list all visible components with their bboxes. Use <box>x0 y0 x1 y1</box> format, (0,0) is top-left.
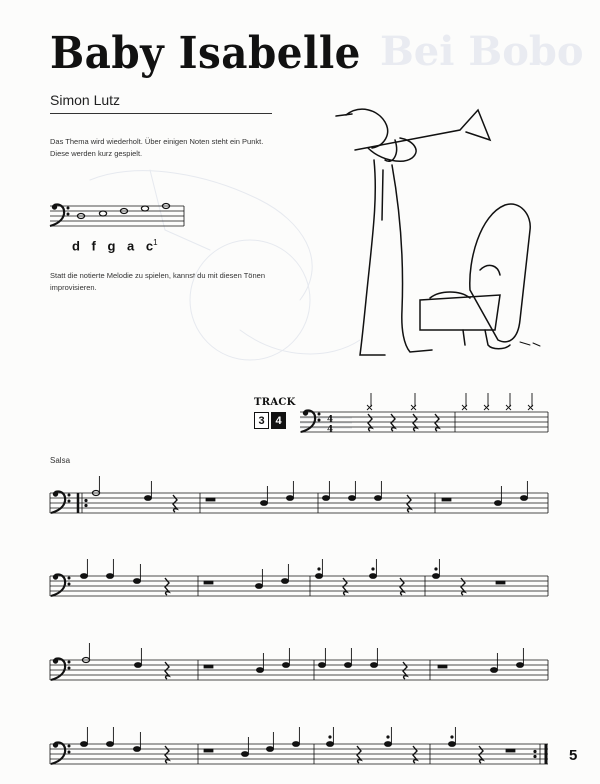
rhythm-rest-2 <box>391 414 395 431</box>
bleed-through-title: Bei Bobo <box>380 28 584 75</box>
improvise-text: Statt die notierte Melodie zu spielen, kannst du mit diesen Tönen improvisieren. <box>50 271 265 292</box>
track-number-3: 3 <box>254 412 269 429</box>
rhythm-staff <box>300 393 548 435</box>
composer-name: Simon Lutz <box>50 92 121 108</box>
range-note-f <box>99 211 106 216</box>
melody-system-3 <box>50 643 548 680</box>
track-number-4: 4 <box>271 412 286 429</box>
player-head <box>346 109 388 148</box>
intro-text: Das Thema wird wiederholt. Über einigen Noten steht ein Punkt. Diese werden kurz gespielt. <box>50 137 264 158</box>
range-staff <box>50 204 184 227</box>
seat-icon <box>420 295 500 330</box>
rhythm-x-notes <box>367 393 533 410</box>
player-nose <box>336 114 352 116</box>
note-names-text: d f g a c <box>72 238 154 254</box>
illustration-background-sketch <box>90 170 360 360</box>
note-names-superscript: 1 <box>153 238 158 247</box>
bleed-through-staff <box>300 418 352 428</box>
trumpet-icon <box>355 110 490 150</box>
system-1-bass-clef-icon <box>51 491 70 513</box>
illustration-cartoon-musicians <box>90 109 540 360</box>
melody-system-2 <box>50 559 548 596</box>
system-2-bass-clef-icon <box>51 574 70 596</box>
melody-system-4 <box>50 727 548 764</box>
system-3-bass-clef-icon <box>51 658 70 680</box>
rhythm-rest-1 <box>368 414 372 431</box>
bass-clef-icon <box>50 204 69 226</box>
rhythm-rest-4 <box>435 414 439 431</box>
tempo-marking: Salsa <box>50 456 71 465</box>
rhythm-time-sig-bottom: 4 <box>327 425 334 435</box>
page-number: 5 <box>569 747 578 764</box>
page-title: Baby Isabelle <box>50 28 361 79</box>
player-leg-right <box>392 165 432 352</box>
player-leg-left <box>360 160 385 355</box>
rhythm-time-sig-top: 4 <box>327 415 334 425</box>
range-note-a <box>141 206 148 211</box>
rhythm-bass-clef-icon <box>301 410 320 432</box>
rhythm-rest-3 <box>413 414 417 431</box>
system-4-bass-clef-icon <box>51 742 70 764</box>
track-label: TRACK <box>254 397 296 408</box>
melody-system-1 <box>50 476 548 513</box>
